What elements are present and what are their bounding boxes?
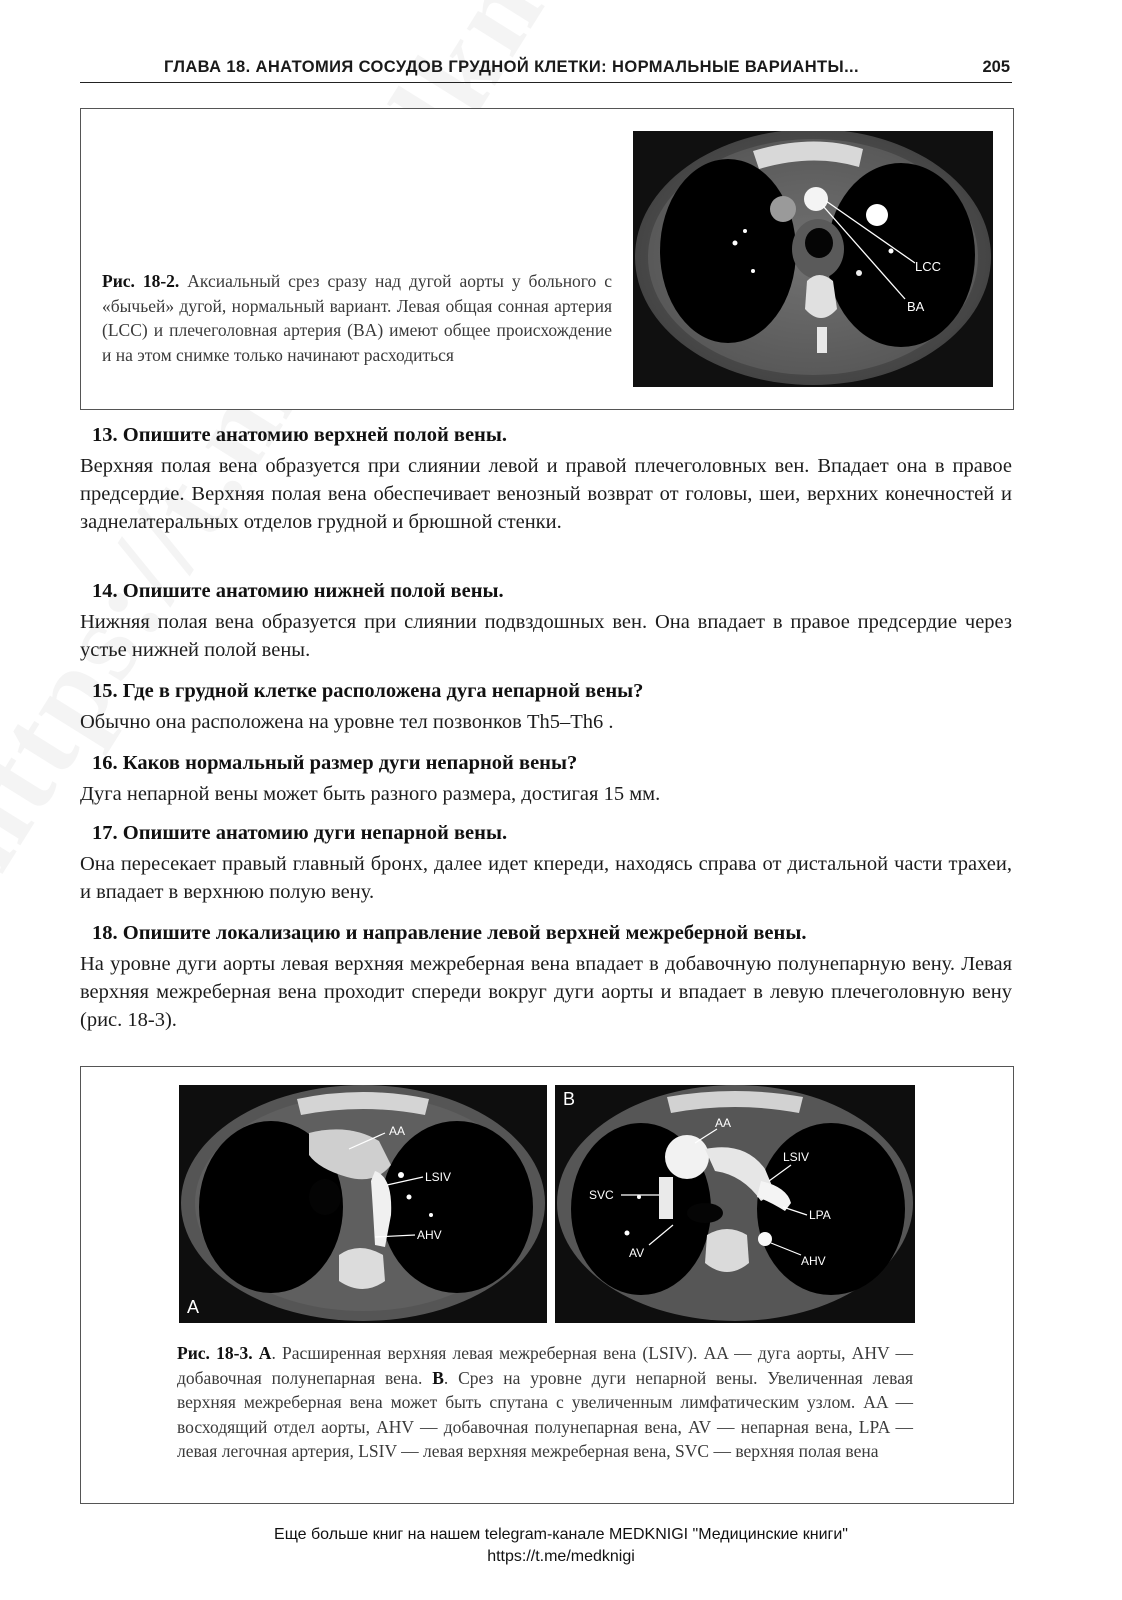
ct-panel-b-drawing: [555, 1085, 915, 1323]
caption-label: Рис. 18-2.: [102, 271, 180, 291]
running-header: [80, 52, 1012, 83]
ct-scan-drawing: [633, 131, 993, 387]
panel-a-letter: A: [187, 1297, 200, 1317]
answer-15: Обычно она расположена на уровне тел позвонков Th5–Th6 .: [80, 711, 614, 733]
question-15: 15. Где в грудной клетке расположена дуга непарной вены?: [92, 680, 644, 702]
chapter-title: ГЛАВА 18. АНАТОМИЯ СОСУДОВ ГРУДНОЙ КЛЕТКИ: НОРМАЛЬНЫЕ ВАРИАНТЫ...: [164, 58, 860, 76]
footer-link[interactable]: https://t.me/medknigi: [487, 1548, 635, 1565]
answer-17: Она пересекает правый главный бронх, далее идет кпереди, находясь справа от дистальной части трахеи, и впадает в верхнюю полую вену.: [80, 853, 1012, 903]
figure-18-3-caption: [177, 1341, 913, 1464]
label-b-lpa: LPA: [809, 1208, 831, 1222]
figure-18-3: [80, 1066, 1014, 1504]
ct-scan-image: [633, 131, 993, 387]
answer-16: Дуга непарной вены может быть разного размера, достигая 15 мм.: [80, 783, 661, 805]
label-b-lsiv: LSIV: [783, 1150, 810, 1164]
ct-scan-panel-b: [555, 1085, 915, 1323]
question-18: 18. Опишите локализацию и направление левой верхней межреберной вены.: [92, 922, 807, 944]
ct-scan-panel-a: [179, 1085, 547, 1323]
question-14: 14. Опишите анатомию нижней полой вены.: [92, 580, 504, 602]
ct-panel-a-drawing: [179, 1085, 547, 1323]
caption-text-a: . Расширенная верхняя левая межреберная вена (LSIV). AA — дуга аорты, AHV — добавочная полунепарная вена.: [177, 1343, 913, 1388]
label-b-aa: AA: [715, 1116, 732, 1130]
caption-label-b: B: [432, 1367, 444, 1388]
answer-18: На уровне дуги аорты левая верхняя межреберная вена впадает в добавочную полунепарную вену. Левая верхняя межреберная вена проходит спереди вокруг дуги аорты и впадает в левую плечеголовную вену (рис. 18-3).: [80, 953, 1012, 1031]
page-number: 205: [982, 58, 1010, 76]
footer: [0, 1524, 1122, 1568]
answer-13: Верхняя полая вена образуется при слиянии левой и правой плечеголовных вен. Впадает она в правое предсердие. Верхняя полая вена обеспечивает венозный возврат от головы, шеи, верхних конечностей и заднелатеральных отделов грудной и брюшной стенки.: [80, 455, 1012, 533]
question-17: 17. Опишите анатомию дуги непарной вены.: [92, 822, 508, 844]
label-lcc: LCC: [915, 259, 942, 274]
caption-text: Аксиальный срез сразу над дугой аорты у больного с «бычьей» дугой, нормальный вариант. Левая общая сонная артерия (LCC) и плечеголовная артерия (BA) имеют общее происхождение и на этом снимке только начинают расходиться: [102, 271, 613, 365]
caption-label: Рис. 18-3. А: [177, 1343, 272, 1363]
question-13: 13. Опишите анатомию верхней полой вены.: [92, 424, 507, 446]
label-a-lsiv: LSIV: [425, 1170, 452, 1184]
label-b-ahv: AHV: [801, 1254, 826, 1268]
label-a-aa: AA: [389, 1124, 406, 1138]
caption-text-b: . Срез на уровне дуги непарной вены. Увеличенная левая верхняя межреберная вена может быть спутана с увеличенным лимфатическим узлом. AA — восходящий отдел аорты, AHV — добавочная полунепарная вена, AV — непарная вена, LPA — левая легочная артерия, LSIV — левая верхняя межреберная вена, SVC — верхняя полая вена: [177, 1367, 914, 1461]
label-b-av: AV: [629, 1246, 645, 1260]
question-16: 16. Каков нормальный размер дуги непарной вены?: [92, 752, 578, 774]
label-a-ahv: AHV: [417, 1228, 442, 1242]
label-b-svc: SVC: [589, 1188, 614, 1202]
label-ba: BA: [907, 299, 925, 314]
answer-14: Нижняя полая вена образуется при слиянии подвздошных вен. Она впадает в правое предсердие через устье нижней полой вены.: [80, 611, 1012, 661]
figure-18-2-caption: [102, 269, 612, 367]
footer-promo-text: Еще больше книг на нашем telegram-канале MEDKNIGI "Медицинские книги": [274, 1526, 848, 1543]
panel-b-letter: B: [563, 1089, 576, 1109]
figure-18-2: [80, 108, 1014, 410]
